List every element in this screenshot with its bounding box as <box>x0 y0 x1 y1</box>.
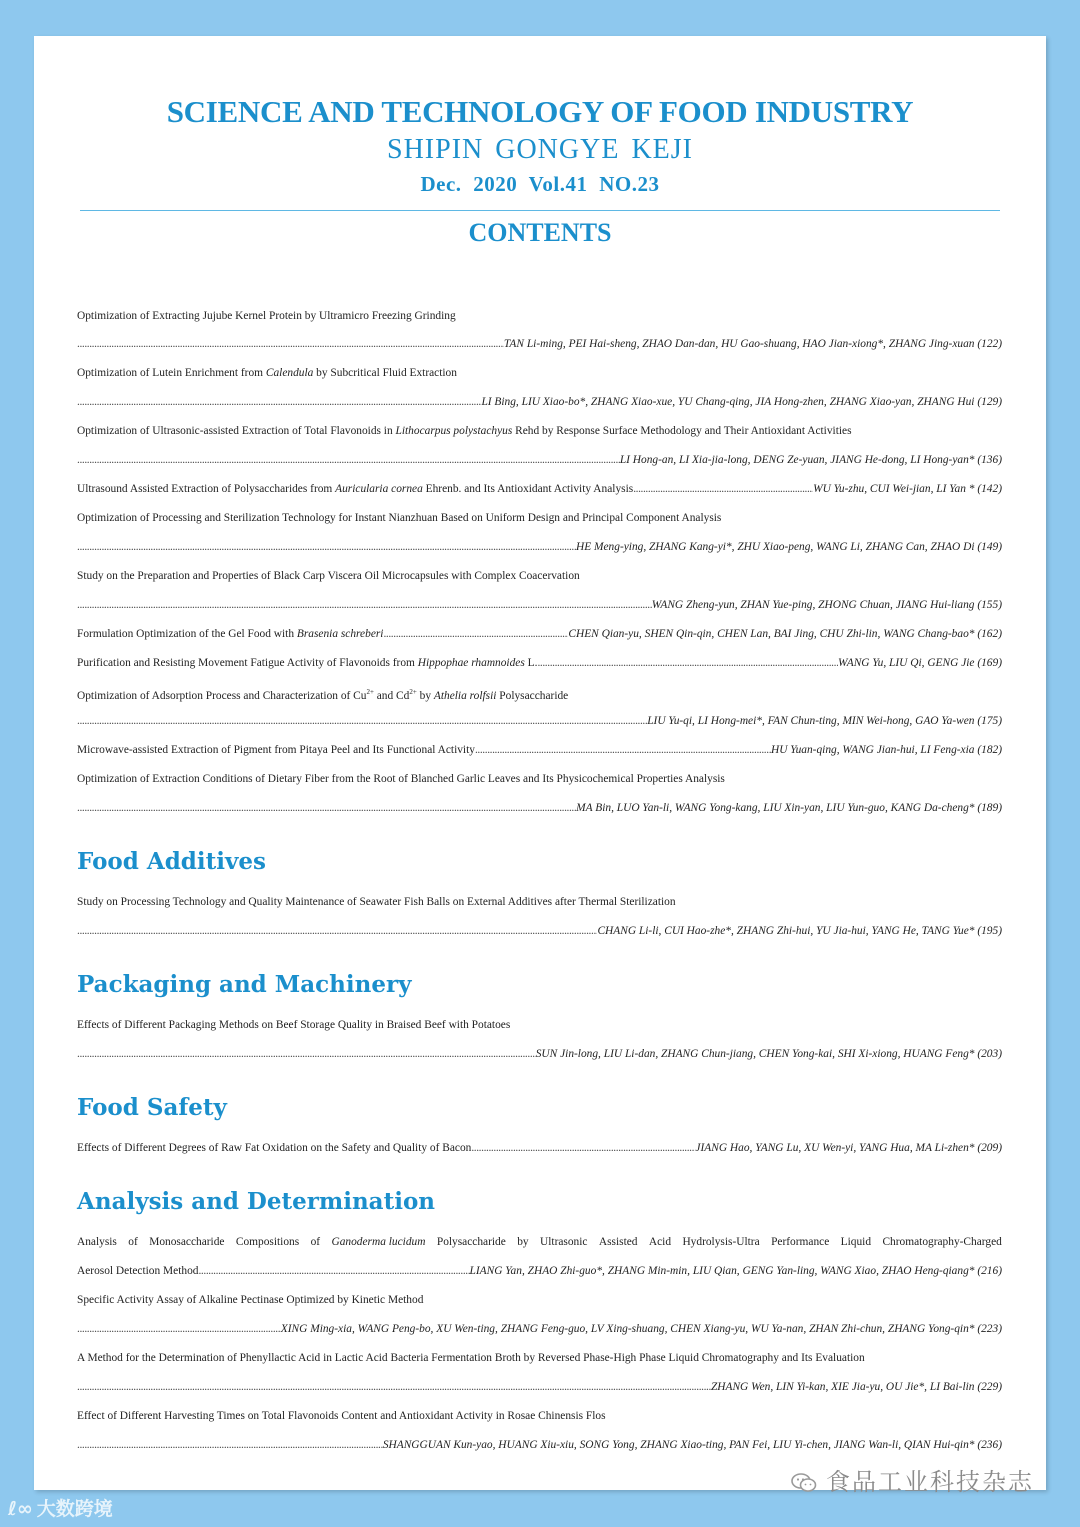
section-heading-analysis: Analysis and Determination <box>77 1188 436 1215</box>
section-heading-packaging: Packaging and Machinery <box>77 971 412 998</box>
section-heading-food-additives: Food Additives <box>77 848 266 875</box>
entry-authors: HE Meng-ying, ZHANG Kang-yi*, ZHU Xiao-peng, WANG Li, ZHANG Can, ZHAO Di (149) <box>575 541 1002 553</box>
watermark-left-text: 大数跨境 <box>36 1498 113 1520</box>
entry-author-line: Aerosol Detection Method ..... LIANG Yan, ZHAO Zhi-guo*, ZHANG Min-min, LIU Qian, GENG Yan-ling, WANG Xiao, ZHAO Heng-qiang* (216) <box>77 1261 1002 1281</box>
journal-pinyin-title: SHIPIN GONGYE KEJI <box>387 134 693 165</box>
issue-info: Dec. 2020 Vol.41 NO.23 <box>420 172 660 196</box>
entry-authors: MA Bin, LUO Yan-li, WANG Yong-kang, LIU Xin-yan, LIU Yun-guo, KANG Da-cheng* (189) <box>576 802 1002 814</box>
entry-author-line <box>77 1377 1002 1397</box>
entry-title[interactable]: Effects of Different Packaging Methods on Beef Storage Quality in Braised Beef with Potatoes <box>77 1019 511 1031</box>
entry-title[interactable]: A Method for the Determination of Phenyllactic Acid in Lactic Acid Bacteria Fermentation Broth by Reversed Phase-High Phase Liquid Chromatography and Its Evaluation <box>77 1352 865 1364</box>
entry-author-line <box>77 392 1002 412</box>
entry-authors: WANG Yu, LIU Qi, GENG Jie (169) <box>838 657 1002 669</box>
entry-single-line[interactable]: Purification and Resisting Movement Fatigue Activity of Flavonoids from Hippophae rhamnoides L. ..... WANG Yu, LIU Qi, GENG Jie (169) <box>77 653 1002 673</box>
watermark-right <box>790 1462 1034 1497</box>
entry-authors: SUN Jin-long, LIU Li-dan, ZHANG Chun-jiang, CHEN Yong-kai, SHI Xi-xiong, HUANG Feng* (203) <box>535 1048 1002 1060</box>
entry-author-line <box>77 595 1002 615</box>
entry-title[interactable]: Optimization of Ultrasonic-assisted Extraction of Total Flavonoids in Lithocarpus polystachyus Rehd by Response Surface Methodology and Their Antioxidant Activities <box>77 425 852 437</box>
entry-author-line <box>77 537 1002 557</box>
entry-title[interactable]: Optimization of Extraction Conditions of Dietary Fiber from the Root of Blanched Garlic Leaves and Its Physicochemical Properties Analysis <box>77 773 725 785</box>
watermark-right-text: 食品工业科技杂志 <box>826 1468 1034 1496</box>
entry-title[interactable]: Optimization of Extracting Jujube Kernel Protein by Ultramicro Freezing Grinding <box>77 310 456 322</box>
entry-author-line <box>77 798 1002 818</box>
contents-page <box>34 36 1046 1490</box>
entry-authors: LI Hong-an, LI Xia-jia-long, DENG Ze-yuan, JIANG He-dong, LI Hong-yan* (136) <box>619 454 1002 466</box>
entry-title[interactable]: Specific Activity Assay of Alkaline Pectinase Optimized by Kinetic Method <box>77 1294 424 1306</box>
entry-authors: LIANG Yan, ZHAO Zhi-guo*, ZHANG Min-min, LIU Qian, GENG Yan-ling, WANG Xiao, ZHAO Heng-qiang* (216) <box>469 1265 1002 1277</box>
entry-title[interactable]: Analysis of Monosaccharide Compositions of Ganoderma lucidum Polysaccharide by Ultrasonic Assisted Acid Hydrolysis-Ultra Performance Liquid Chromatography-Charged <box>77 1236 1002 1248</box>
entry-title: Effects of Different Degrees of Raw Fat Oxidation on the Safety and Quality of Bacon <box>77 1142 472 1154</box>
wechat-icon <box>790 1472 818 1494</box>
entry-single-line[interactable]: Formulation Optimization of the Gel Food with Brasenia schreberi ..... CHEN Qian-yu, SHEN Qin-qin, CHEN Lan, BAI Jing, CHU Zhi-lin, WANG Chang-bao* (162) <box>77 624 1002 644</box>
journal-title: SCIENCE AND TECHNOLOGY OF FOOD INDUSTRY <box>166 94 914 129</box>
contents-heading: CONTENTS <box>468 218 612 247</box>
entry-title[interactable]: Study on Processing Technology and Quality Maintenance of Seawater Fish Balls on External Additives after Thermal Sterilization <box>77 896 676 908</box>
entry-authors: LI Bing, LIU Xiao-bo*, ZHANG Xiao-xue, YU Chang-qing, JIA Hong-zhen, ZHANG Xiao-yan, ZHANG Hui (129) <box>481 396 1002 408</box>
entry-authors: CHANG Li-li, CUI Hao-zhe*, ZHANG Zhi-hui, YU Jia-hui, YANG He, TANG Yue* (195) <box>597 925 1002 937</box>
entry-single-line[interactable]: Microwave-assisted Extraction of Pigment from Pitaya Peel and Its Functional Activity ..... HU Yuan-qing, WANG Jian-hui, LI Feng-xia (182) <box>77 740 1002 760</box>
section-heading-food-safety: Food Safety <box>77 1094 227 1121</box>
entry-authors: LIU Yu-qi, LI Hong-mei*, FAN Chun-ting, MIN Wei-hong, GAO Ya-wen (175) <box>647 715 1002 727</box>
entry-author-line <box>77 1435 1002 1455</box>
entry-authors: SHANGGUAN Kun-yao, HUANG Xiu-xiu, SONG Yong, ZHANG Xiao-ting, PAN Fei, LIU Yi-chen, JIANG Wan-li, QIAN Hui-qin* (236) <box>382 1439 1002 1451</box>
watermark-left <box>8 1494 113 1521</box>
entry-authors: HU Yuan-qing, WANG Jian-hui, LI Feng-xia (182) <box>771 744 1002 756</box>
entry-authors: TAN Li-ming, PEI Hai-sheng, ZHAO Dan-dan, HU Gao-shuang, HAO Jian-xiong*, ZHANG Jing-xuan (122) <box>503 338 1002 350</box>
header-divider <box>80 210 1000 211</box>
entry-authors: WU Yu-zhu, CUI Wei-jian, LI Yan * (142) <box>813 483 1002 495</box>
entry-single-line[interactable] <box>77 1138 1002 1158</box>
entry-authors: ZHANG Wen, LIN Yi-kan, XIE Jia-yu, OU Jie*, LI Bai-lin (229) <box>710 1381 1002 1393</box>
entry-authors: JIANG Hao, YANG Lu, XU Wen-yi, YANG Hua, MA Li-zhen* (209) <box>695 1142 1002 1154</box>
entry-title[interactable]: Effect of Different Harvesting Times on Total Flavonoids Content and Antioxidant Activity in Rosae Chinensis Flos <box>77 1410 606 1422</box>
entry-author-line <box>77 1044 1002 1064</box>
entry-authors: WANG Zheng-yun, ZHAN Yue-ping, ZHONG Chuan, JIANG Hui-liang (155) <box>651 599 1002 611</box>
logo-icon: ℓ∞ <box>8 1498 33 1520</box>
entry-title[interactable]: Optimization of Processing and Sterilization Technology for Instant Nianzhuan Based on Uniform Design and Principal Component Analysis <box>77 512 722 524</box>
entry-single-line[interactable]: Ultrasound Assisted Extraction of Polysaccharides from Auricularia cornea Ehrenb. and Its Antioxidant Activity Analysis ..... WU Yu-zhu, CUI Wei-jian, LI Yan * (142) <box>77 479 1002 499</box>
entry-title[interactable]: Optimization of Lutein Enrichment from Calendula by Subcritical Fluid Extraction <box>77 367 457 379</box>
entry-title[interactable]: Study on the Preparation and Properties of Black Carp Viscera Oil Microcapsules with Complex Coacervation <box>77 570 580 582</box>
entry-author-line <box>77 921 1002 941</box>
entry-title[interactable]: Optimization of Adsorption Process and Characterization of $Cu^{2+}$ and $Cd^{2+}$ by Athelia rolfsii Polysaccharide <box>77 688 569 702</box>
entry-authors: XING Ming-xia, WANG Peng-bo, XU Wen-ting, ZHANG Feng-guo, LV Xing-shuang, CHEN Xiang-yu, WU Ya-nan, ZHAN Zhi-chun, ZHANG Yong-qin* (223) <box>280 1323 1002 1335</box>
entry-author-line <box>77 334 1002 354</box>
entry-author-line <box>77 1319 1002 1339</box>
entry-author-line <box>77 450 1002 470</box>
entry-authors: CHEN Qian-yu, SHEN Qin-qin, CHEN Lan, BAI Jing, CHU Zhi-lin, WANG Chang-bao* (162) <box>568 628 1002 640</box>
entry-author-line <box>77 711 1002 731</box>
